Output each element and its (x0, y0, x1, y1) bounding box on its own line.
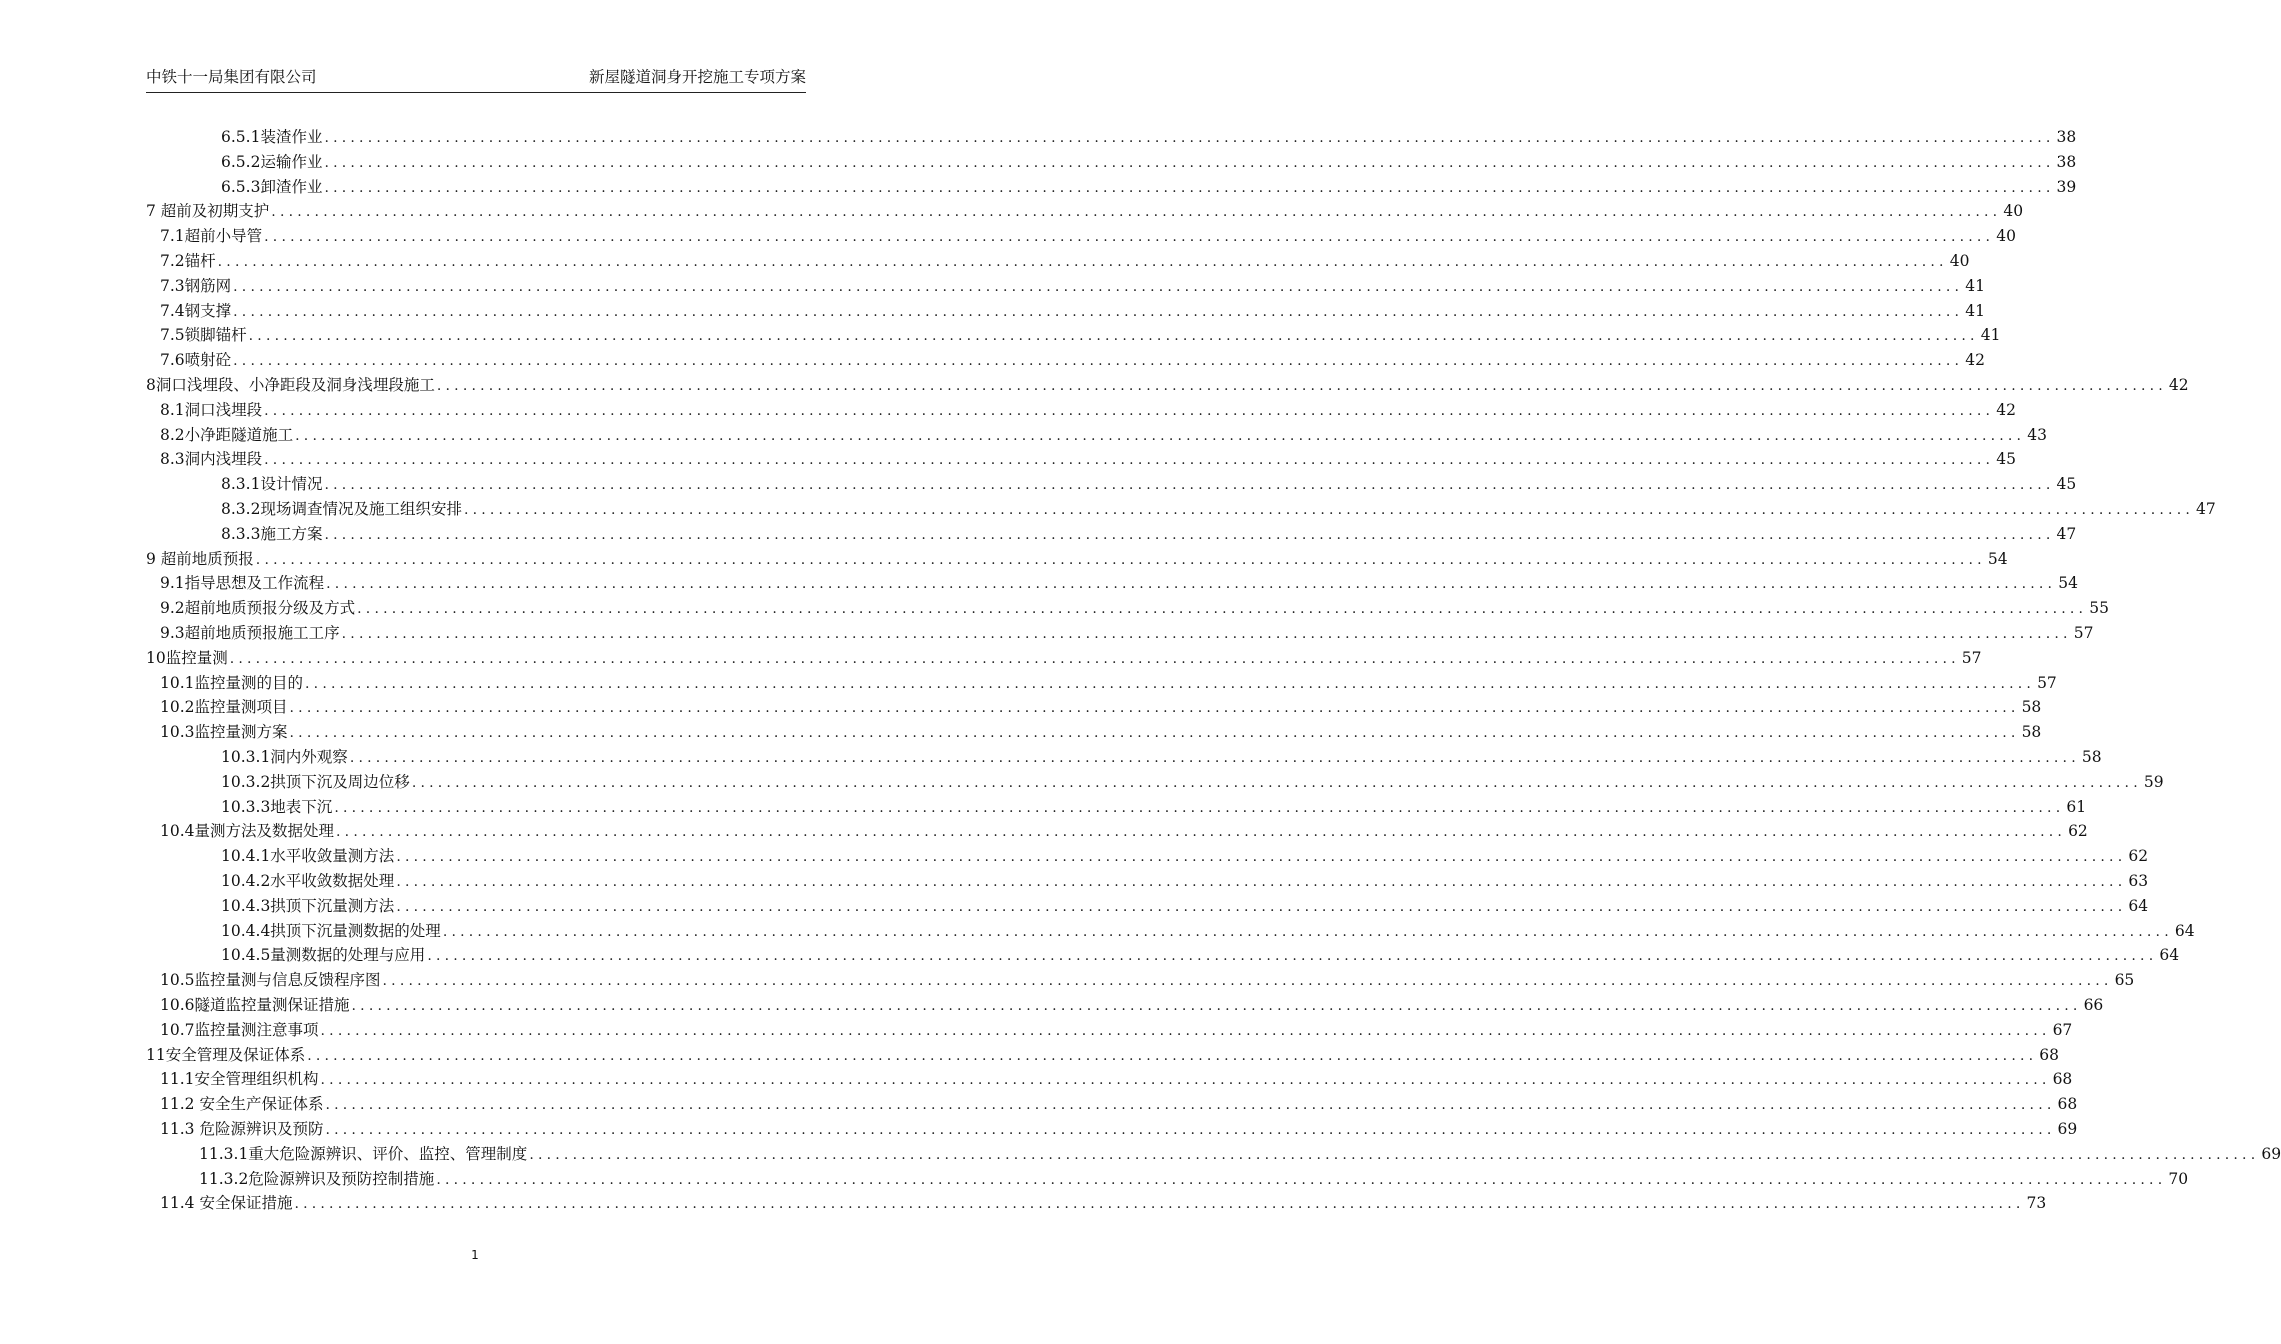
toc-entry[interactable] (160, 323, 2001, 348)
toc-entry-page: 42 (1996, 400, 2016, 419)
toc-entry-title: 8.3.3施工方案 (221, 524, 323, 543)
toc-entry-page: 64 (2174, 921, 2195, 940)
toc-entry[interactable] (199, 1167, 2189, 1192)
toc-dot-leader: ........................................................................................................................................................................................................ (264, 402, 1995, 419)
toc-entry-title: 11.1安全管理组织机构 (160, 1070, 319, 1089)
toc-entry-title: 7.5锁脚锚杆 (160, 326, 247, 345)
toc-entry[interactable] (160, 671, 2057, 696)
toc-dot-leader: ........................................................................................................................................................................................................ (264, 452, 1995, 469)
toc-entry-title: 10.7监控量测注意事项 (160, 1020, 319, 1039)
toc-entry-page: 40 (1949, 252, 1970, 270)
toc-entry-title: 6.5.3卸渣作业 (221, 177, 323, 196)
header-document-title: 新屋隧道洞身开挖施工专项方案 (588, 68, 806, 86)
toc-entry-title: 10.4.2水平收敛数据处理 (221, 872, 395, 890)
toc-entry-page: 40 (2003, 202, 2024, 221)
toc-dot-leader: ........................................................................................................................................................................................................ (233, 303, 1964, 320)
toc-entry-page: 47 (2056, 524, 2077, 543)
toc-entry-page: 62 (2068, 822, 2088, 841)
toc-entry[interactable] (221, 522, 2077, 547)
toc-entry[interactable] (160, 819, 2088, 844)
toc-entry-page: 54 (2058, 574, 2078, 593)
toc-entry-page: 41 (1980, 326, 2001, 345)
toc-entry-title: 8.3.1设计情况 (221, 475, 323, 494)
toc-entry-title: 9.3超前地质预报施工工序 (160, 624, 340, 642)
toc-entry-title: 11安全管理及保证体系 (146, 1045, 306, 1064)
toc-dot-leader: ........................................................................................................................................................................................................ (442, 923, 2173, 940)
toc-dot-leader: ........................................................................................................................................................................................................ (334, 799, 2065, 816)
toc-entry-title: 8.2小净距隧道施工 (160, 425, 294, 444)
toc-dot-leader: ........................................................................................................................................................................................................ (324, 154, 2055, 171)
toc-entry-title: 9.2超前地质预报分级及方式 (160, 599, 356, 618)
toc-entry-title: 11.2 安全生产保证体系 (160, 1095, 324, 1114)
toc-dot-leader: ........................................................................................................................................................................................................ (248, 328, 1979, 345)
toc-entry-title: 10监控量测 (146, 648, 228, 667)
toc-dot-leader: ........................................................................................................................................................................................................ (411, 774, 2142, 791)
toc-entry-title: 7.6喷射砼 (160, 351, 232, 370)
toc-entry[interactable] (160, 1018, 2073, 1043)
toc-entry[interactable] (160, 1092, 2078, 1117)
toc-dot-leader: ........................................................................................................................................................................................................ (229, 650, 1960, 667)
toc-entry[interactable] (160, 621, 2094, 646)
toc-entry[interactable] (221, 125, 2077, 150)
toc-entry-page: 58 (2081, 748, 2102, 766)
toc-entry[interactable] (146, 1043, 2060, 1068)
toc-entry-page: 68 (2052, 1070, 2073, 1089)
toc-dot-leader: ........................................................................................................................................................................................................ (324, 526, 2055, 543)
toc-dot-leader: ........................................................................................................................................................................................................ (529, 1146, 2260, 1163)
toc-dot-leader: ........................................................................................................................................................................................................ (324, 477, 2055, 494)
toc-dot-leader: ........................................................................................................................................................................................................ (233, 278, 1964, 295)
toc-dot-leader: ........................................................................................................................................................................................................ (217, 254, 1948, 270)
toc-entry-page: 58 (2021, 723, 2042, 742)
toc-entry-page: 40 (1996, 227, 2016, 246)
toc-entry-title: 9.1指导思想及工作流程 (160, 574, 325, 593)
toc-entry-title: 10.3.2拱顶下沉及周边位移 (221, 772, 410, 791)
toc-entry-page: 62 (2128, 847, 2149, 866)
toc-dot-leader: ........................................................................................................................................................................................................ (307, 1047, 2038, 1064)
toc-entry-title: 10.3监控量测方案 (160, 723, 288, 742)
toc-entry-title: 10.4量测方法及数据处理 (160, 822, 335, 841)
toc-entry[interactable] (160, 398, 2016, 423)
toc-entry-title: 7.3钢筋网 (160, 276, 232, 295)
toc-dot-leader: ........................................................................................................................................................................................................ (325, 1122, 2056, 1138)
toc-entry[interactable] (146, 199, 2024, 224)
toc-entry-page: 38 (2056, 152, 2077, 171)
toc-entry[interactable] (160, 299, 1985, 324)
toc-entry-page: 47 (2196, 500, 2216, 518)
toc-dot-leader: ........................................................................................................................................................................................................ (463, 502, 2194, 518)
toc-dot-leader: ........................................................................................................................................................................................................ (289, 725, 2020, 742)
toc-entry[interactable] (199, 1142, 2281, 1167)
toc-entry-title: 7 超前及初期支护 (146, 202, 270, 221)
toc-entry[interactable] (160, 596, 2109, 621)
toc-entry[interactable] (221, 943, 2180, 968)
toc-entry-page: 64 (2128, 896, 2149, 915)
toc-dot-leader: ........................................................................................................................................................................................................ (324, 130, 2055, 146)
toc-entry[interactable] (146, 646, 1982, 671)
toc-entry-title: 10.6隧道监控量测保证措施 (160, 996, 350, 1014)
toc-entry-title: 11.3.1重大危险源辨识、评价、监控、管理制度 (199, 1144, 528, 1163)
toc-entry[interactable] (221, 770, 2164, 795)
toc-dot-leader: ........................................................................................................................................................................................................ (436, 378, 2167, 394)
toc-entry-page: 45 (2056, 475, 2077, 494)
toc-dot-leader: ........................................................................................................................................................................................................ (325, 1097, 2056, 1114)
toc-dot-leader: ........................................................................................................................................................................................................ (289, 700, 2020, 717)
toc-entry[interactable] (160, 348, 1985, 373)
toc-entry-page: 69 (2261, 1144, 2281, 1163)
toc-entry-title: 7.4钢支撑 (160, 301, 232, 320)
toc-entry[interactable] (160, 1067, 2073, 1092)
toc-entry[interactable] (160, 423, 2047, 448)
toc-dot-leader: ........................................................................................................................................................................................................ (264, 229, 1995, 246)
toc-entry[interactable] (160, 1191, 2047, 1216)
toc-entry-page: 68 (2057, 1095, 2078, 1114)
toc-entry-page: 41 (1965, 276, 1985, 295)
toc-dot-leader: ........................................................................................................................................................................................................ (320, 1072, 2051, 1089)
toc-dot-leader: ........................................................................................................................................................................................................ (295, 427, 2026, 444)
toc-entry-page: 64 (2159, 946, 2180, 965)
toc-entry-title: 10.4.3拱顶下沉量测方法 (221, 896, 395, 915)
toc-entry-page: 54 (1987, 549, 2008, 568)
toc-entry-title: 10.3.3地表下沉 (221, 797, 333, 816)
toc-entry-page: 73 (2026, 1194, 2047, 1213)
toc-entry-page: 59 (2143, 772, 2164, 791)
toc-entry[interactable] (160, 571, 2078, 596)
page-number: 1 (471, 1248, 479, 1262)
toc-entry[interactable] (221, 919, 2195, 944)
toc-dot-leader: ........................................................................................................................................................................................................ (436, 1171, 2167, 1188)
toc-entry[interactable] (221, 175, 2077, 200)
toc-dot-leader: ........................................................................................................................................................................................................ (233, 353, 1964, 370)
toc-entry-title: 7.1超前小导管 (160, 227, 263, 246)
toc-entry-page: 45 (1996, 450, 2016, 469)
toc-dot-leader: ........................................................................................................................................................................................................ (326, 576, 2057, 593)
toc-entry[interactable] (160, 447, 2016, 472)
toc-entry-page: 39 (2056, 177, 2077, 196)
toc-dot-leader: ........................................................................................................................................................................................................ (255, 551, 1986, 568)
toc-entry-title: 10.3.1洞内外观察 (221, 748, 348, 766)
toc-dot-leader: ........................................................................................................................................................................................................ (396, 849, 2127, 866)
toc-entry-page: 67 (2052, 1020, 2073, 1039)
toc-entry-page: 43 (2027, 425, 2047, 444)
toc-entry-title: 10.4.1水平收敛量测方法 (221, 847, 395, 866)
toc-entry-page: 63 (2128, 872, 2149, 890)
toc-entry[interactable] (221, 894, 2149, 919)
toc-entry[interactable] (160, 274, 1985, 299)
toc-dot-leader: ........................................................................................................................................................................................................ (349, 750, 2080, 766)
toc-dot-leader: ........................................................................................................................................................................................................ (382, 973, 2113, 990)
toc-entry-title: 9 超前地质预报 (146, 549, 254, 568)
toc-entry-page: 57 (1961, 648, 1982, 667)
toc-entry-title: 10.4.4拱顶下沉量测数据的处理 (221, 921, 441, 940)
toc-entry[interactable] (221, 497, 2216, 522)
toc-dot-leader: ........................................................................................................................................................................................................ (294, 1196, 2025, 1213)
toc-entry-page: 41 (1965, 301, 1985, 320)
toc-entry-title: 10.4.5量测数据的处理与应用 (221, 946, 426, 965)
toc-dot-leader: ........................................................................................................................................................................................................ (320, 1022, 2051, 1039)
toc-dot-leader: ........................................................................................................................................................................................................ (341, 626, 2072, 642)
toc-entry-title: 8洞口浅埋段、小净距段及洞身浅埋段施工 (146, 376, 435, 394)
toc-entry-title: 11.3.2危险源辨识及预防控制措施 (199, 1169, 435, 1188)
toc-entry-title: 8.1洞口浅埋段 (160, 400, 263, 419)
page-header (146, 66, 806, 93)
toc-dot-leader: ........................................................................................................................................................................................................ (357, 601, 2088, 618)
toc-entry-title: 10.1监控量测的目的 (160, 673, 304, 692)
toc-entry[interactable] (146, 547, 2008, 572)
toc-entry-title: 7.2锚杆 (160, 252, 216, 270)
toc-entry-page: 61 (2066, 797, 2087, 816)
toc-entry-title: 6.5.1装渣作业 (221, 128, 323, 146)
toc-entry-page: 66 (2083, 996, 2104, 1014)
header-company: 中铁十一局集团有限公司 (146, 68, 317, 86)
toc-entry-page: 69 (2057, 1120, 2078, 1138)
toc-entry[interactable] (221, 795, 2087, 820)
toc-dot-leader: ........................................................................................................................................................................................................ (324, 179, 2055, 196)
toc-entry[interactable] (160, 993, 2104, 1018)
toc-entry-title: 11.4 安全保证措施 (160, 1194, 293, 1213)
toc-dot-leader: ........................................................................................................................................................................................................ (271, 204, 2002, 221)
toc-entry-page: 57 (2037, 673, 2057, 692)
toc-entry-page: 42 (2168, 376, 2189, 394)
toc-entry[interactable] (221, 745, 2102, 770)
toc-entry[interactable] (160, 720, 2042, 745)
toc-entry[interactable] (160, 968, 2135, 993)
toc-entry[interactable] (160, 224, 2016, 249)
toc-entry-page: 58 (2021, 698, 2042, 717)
toc-entry-title: 8.3洞内浅埋段 (160, 450, 263, 469)
toc-entry[interactable] (160, 695, 2042, 720)
toc-entry-page: 38 (2056, 128, 2077, 146)
toc-entry-page: 65 (2114, 971, 2135, 990)
toc-entry-page: 55 (2089, 599, 2109, 618)
toc-entry-page: 57 (2073, 624, 2094, 642)
toc-dot-leader: ........................................................................................................................................................................................................ (336, 824, 2067, 841)
toc-entry[interactable] (221, 472, 2077, 497)
toc-entry[interactable] (160, 1117, 2078, 1142)
toc-dot-leader: ........................................................................................................................................................................................................ (351, 998, 2082, 1014)
toc-entry-page: 70 (2168, 1169, 2189, 1188)
toc-entry-title: 10.5监控量测与信息反馈程序图 (160, 971, 381, 990)
toc-entry[interactable] (221, 150, 2077, 175)
toc-dot-leader: ........................................................................................................................................................................................................ (427, 948, 2158, 965)
toc-entry-title: 11.3 危险源辨识及预防 (160, 1120, 324, 1138)
toc-entry[interactable] (221, 869, 2149, 894)
toc-entry-title: 10.2监控量测项目 (160, 698, 288, 717)
toc-entry[interactable] (146, 373, 2189, 398)
toc-entry-page: 42 (1965, 351, 1985, 370)
toc-dot-leader: ........................................................................................................................................................................................................ (305, 675, 2036, 692)
toc-entry[interactable] (221, 844, 2149, 869)
toc-entry-title: 8.3.2现场调查情况及施工组织安排 (221, 500, 462, 518)
toc-dot-leader: ........................................................................................................................................................................................................ (396, 898, 2127, 915)
toc-dot-leader: ........................................................................................................................................................................................................ (396, 874, 2127, 890)
toc-entry-title: 6.5.2运输作业 (221, 152, 323, 171)
toc-entry-page: 68 (2039, 1045, 2060, 1064)
toc-entry[interactable] (160, 249, 1970, 274)
